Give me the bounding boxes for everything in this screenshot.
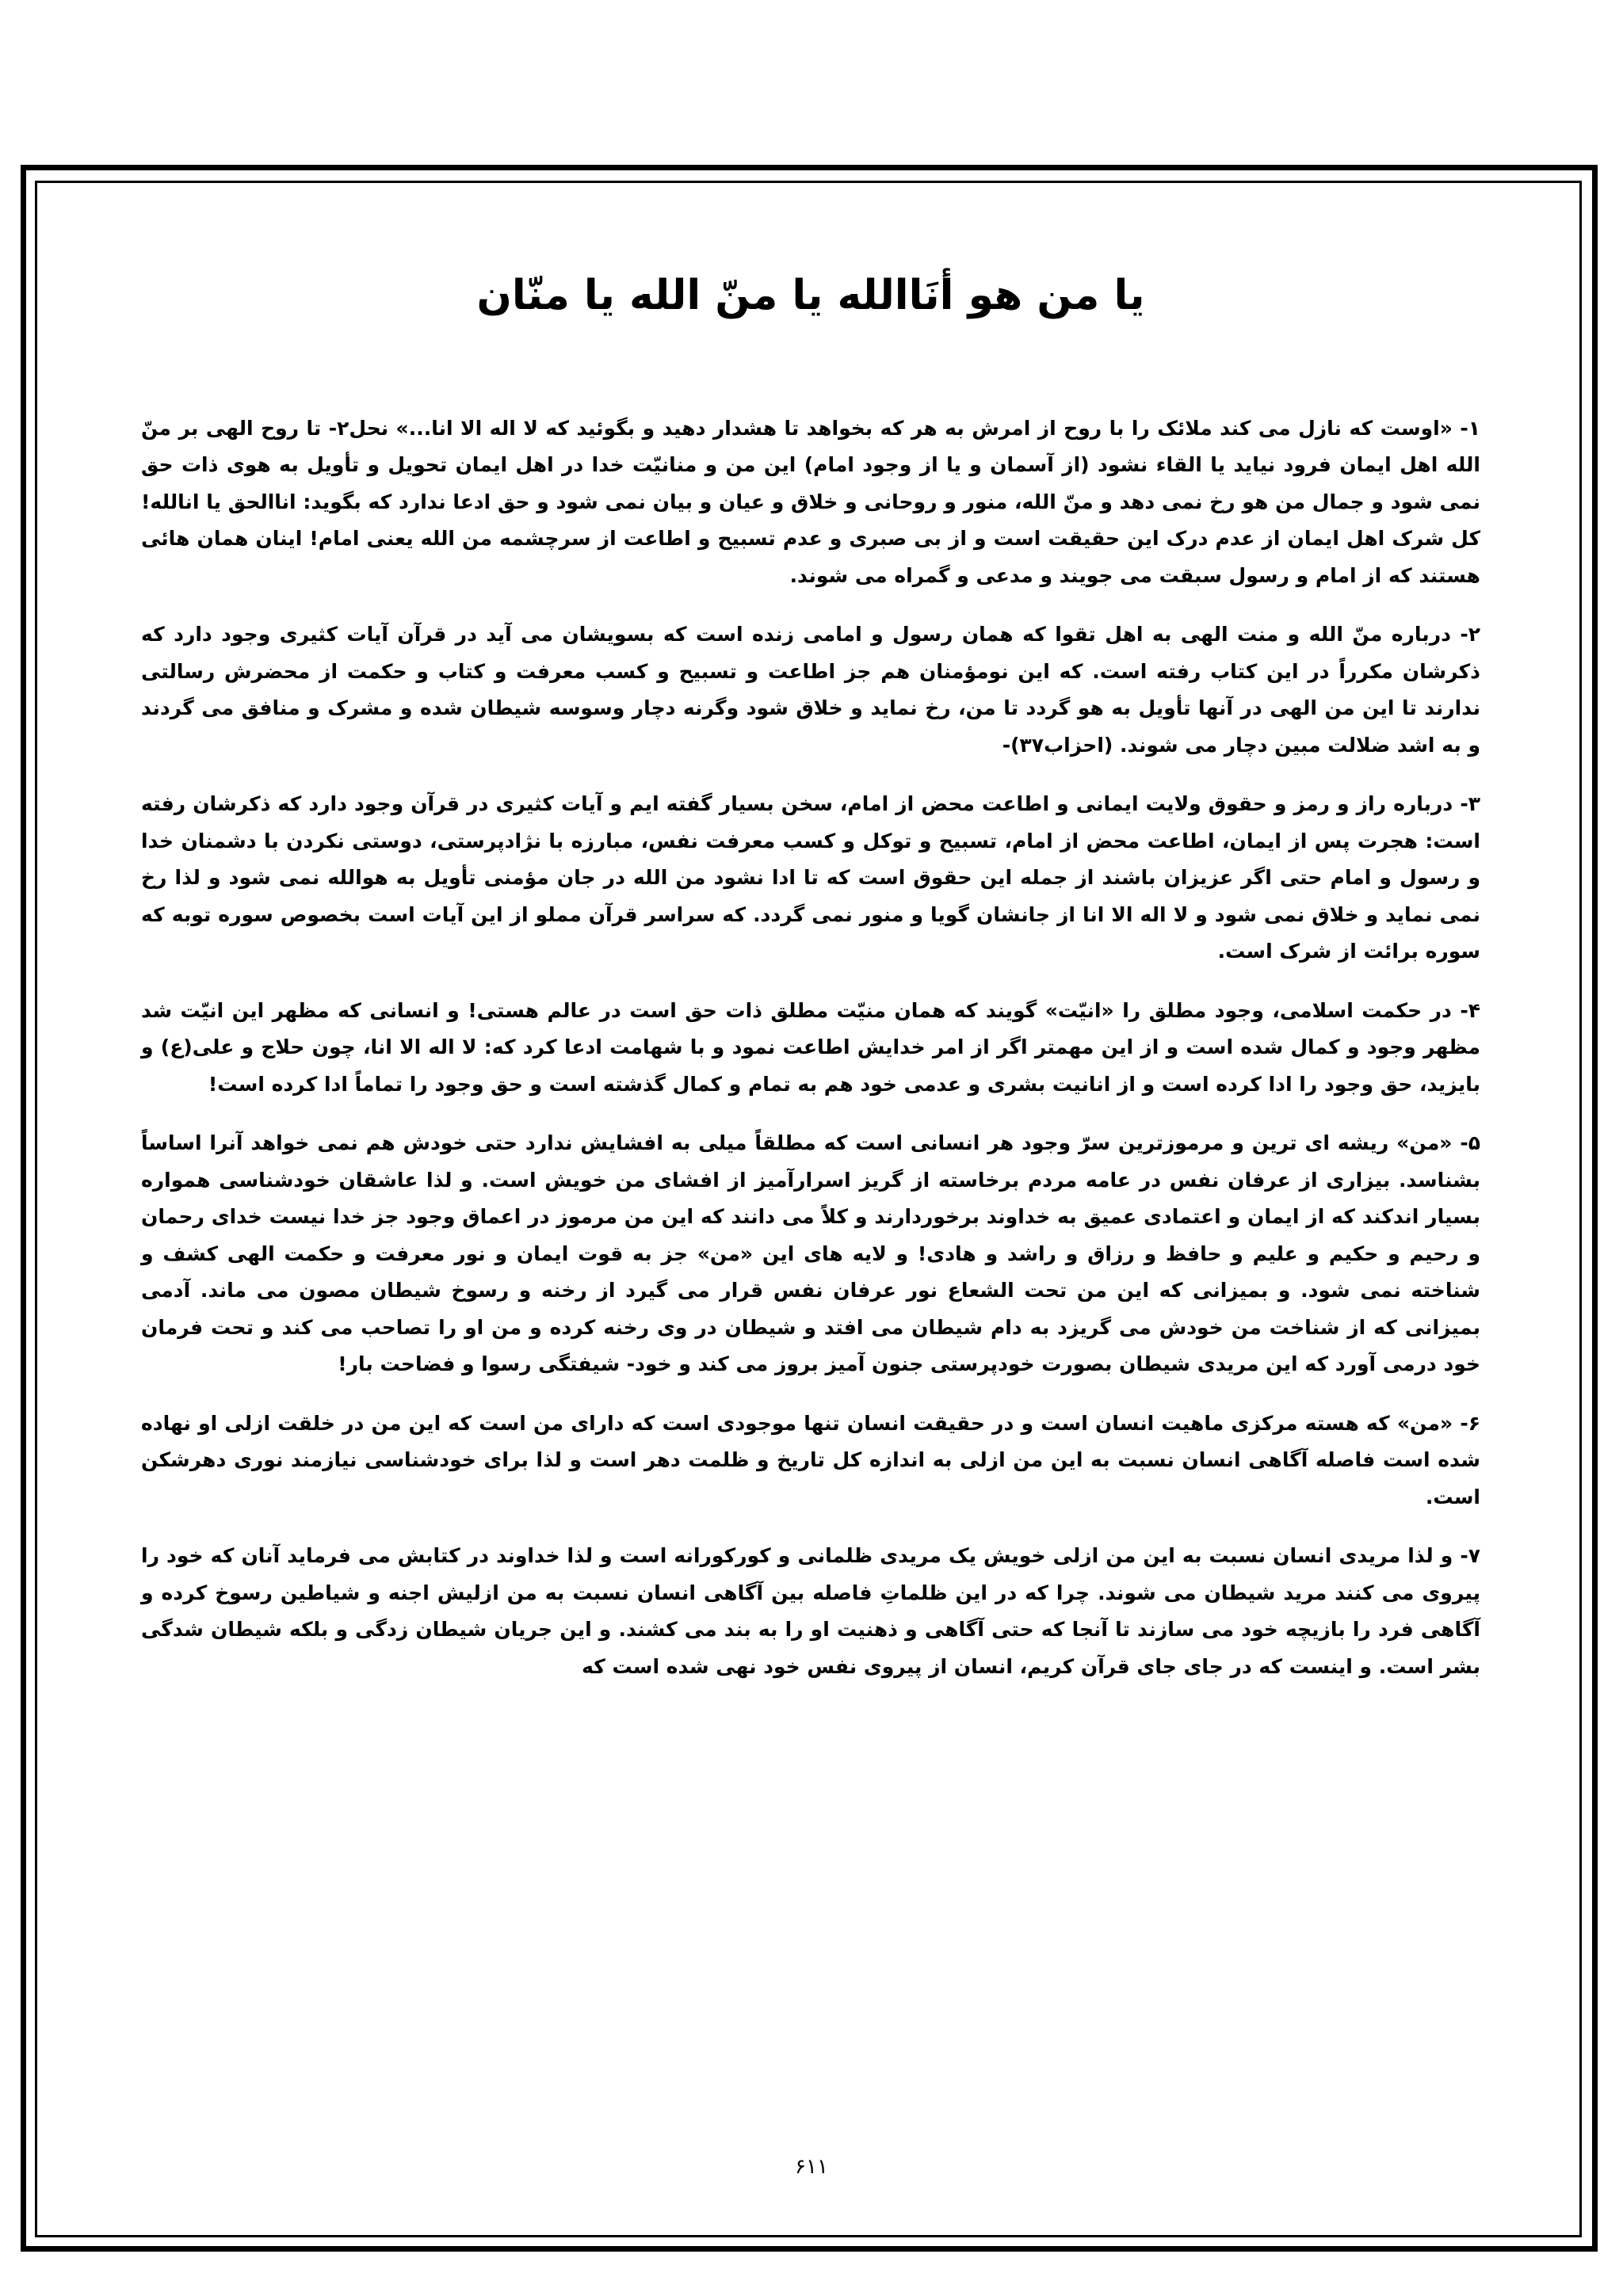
- paragraph-2: ۲- درباره منّ الله و منت الهی به اهل تقوا که همان رسول و امامی زنده است که بسویشان می آید در قرآن آیات کثیری وجود دارد که ذکرشان مکرراً در این کتاب رفته است. که این نومؤمنان هم جز اطاعت و تسبیح و کسب معرفت و کتاب و حکمت از محضرش رسالتی ندارند تا این من الهی در آنها تأویل به هو گردد تا من، رخ نماید و خلاق شود وگرنه دچار وسوسه شیطان شده و مشرک و منافق می گردند و به اشد ضلالت مبین دچار می شوند. (احزاب۳۷)-: [141, 623, 1480, 757]
- paragraph-4: ۴- در حکمت اسلامی، وجود مطلق را «انیّت» گویند که همان منیّت مطلق ذات حق است در عالم هستی! و انسانی که مظهر این انیّت شد مظهر وجود و کمال شده است و از این مهمتر اگر از امر خدایش اطاعت نمود و با شهامت ادعا کرد که: لا اله الا انا، چون حلاج و علی(ع) و بایزید، حق وجود را ادا کرده است و از انانیت بشری و عدمی خود هم به تمام و کمال گذشته است و حق وجود را تماماً ادا کرده است!: [141, 998, 1480, 1096]
- page-content: [141, 238, 1480, 1707]
- paragraph-5: ۵- «من» ریشه ای ترین و مرموزترین سرّ وجود هر انسانی است که مطلقاً میلی به افشایش ندارد حتی خودش هم نمی خواهد آنرا اساساً بشناسد. بیزاری از عرفان نفس در عامه مردم برخاسته از گریز اسرارآمیز از افشای من خویش است. و لذا عاشقان خودشناسی همواره بسیار اندکند که از ایمان و اعتمادی عمیق به خداوند برخوردارند و کلاً می دانند که این من مرموز در اعماق وجود جز خدا نیست خدای رحمان و رحیم و حکیم و علیم و حافظ و رزاق و راشد و هادی! و لایه های این «من» جز به قوت ایمان و نور معرفت و حکمت الهی کشف و شناخته نمی شود. و بمیزانی که این من تحت الشعاع نور عرفان نفس قرار می گیرد از رخنه و رسوخ شیطان مصون می ماند. آدمی بمیزانی که از شناخت من خودش می گریزد به دام شیطان می افتد و شیطان در وی رخنه کرده و من او را تصاحب می کند و تحت فرمان خود درمی آورد که این مریدی شیطان بصورت خودپرستی جنون آمیز بروز می کند و خود- شیفتگی رسوا و فضاحت بار!: [141, 1131, 1480, 1376]
- paragraph-3: ۳- درباره راز و رمز و حقوق ولایت ایمانی و اطاعت محض از امام، سخن بسیار گفته ایم و آیات کثیری در قرآن وجود دارد که ذکرشان رفته است: هجرت پس از ایمان، اطاعت محض از امام، تسبیح و توکل و کسب معرفت نفس، مبارزه با نژادپرستی، دوستی نکردن با دشمنان خدا و رسول و امام حتی اگر عزیزان باشند از جمله این حقوق است که تا ادا نشود من الله در جان مؤمنی تأویل به هوالله نمی شود و لذا رخ نمی نماید و خلاق نمی شود و لا اله الا انا از جانشان گویا و منور نمی گردد. که سراسر قرآن مملو از این آیات است بخصوص سوره توبه که سوره برائت از شرک است.: [141, 792, 1480, 963]
- paragraph-1: ۱- «اوست که نازل می کند ملائک را با روح از امرش به هر که بخواهد تا هشدار دهید و بگوئید که لا اله الا انا...» نحل۲- تا روح الهی بر منّ الله اهل ایمان فرود نیاید یا القاء نشود (از آسمان و یا از وجود امام) این من و منانیّت خدا در اهل ایمان تحویل و تأویل به هوی ذات حق نمی شود و جمال من هو رخ نمی دهد و منّ الله، منور و روحانی و خلاق و عیان و بیان نمی شود و حق ادعا ندارد که بگوید: اناالحق یا انالله! کل شرک اهل ایمان از عدم درک این حقیقت است و از بی صبری و عدم تسبیح و اطاعت از سرچشمه من الله یعنی امام! اینان همان هائی هستند که از امام و رسول سبقت می جویند و مدعی و گمراه می شوند.: [141, 416, 1480, 587]
- page-title: یا من هو أنَاالله یا منّ الله یا منّان: [476, 272, 1145, 319]
- paragraph-7: ۷- و لذا مریدی انسان نسبت به این من ازلی خویش یک مریدی ظلمانی و کورکورانه است و لذا خداوند در کتابش می فرماید آنان که خود را پیروی می کنند مرید شیطان می شوند. چرا که در این ظلماتِ فاصله بین آگاهی انسان نسبت به من ازلیش اجنه و شیاطین رسوخ کرده و آگاهی فرد را بازیچه خود می سازند تا آنجا که حتی آگاهی و ذهنیت او را به بند می کشند. و این جریان شیطان زدگی و بلکه شیطان شدگی بشر است. و اینست که در جای جای قرآن کریم، انسان از پیروی نفس خود نهی شده است که: [141, 1544, 1480, 1678]
- page-number: ۶۱۱: [795, 2155, 828, 2179]
- paragraph-6: ۶- «من» که هسته مرکزی ماهیت انسان است و در حقیقت انسان تنها موجودی است که دارای من است که این من در خلقت ازلی او نهاده شده است فاصله آگاهی انسان نسبت به این من ازلی به اندازه کل تاریخ و ظلمت دهر است و لذا برای خودشناسی نیازمند نوری دهرشکن است.: [141, 1411, 1480, 1508]
